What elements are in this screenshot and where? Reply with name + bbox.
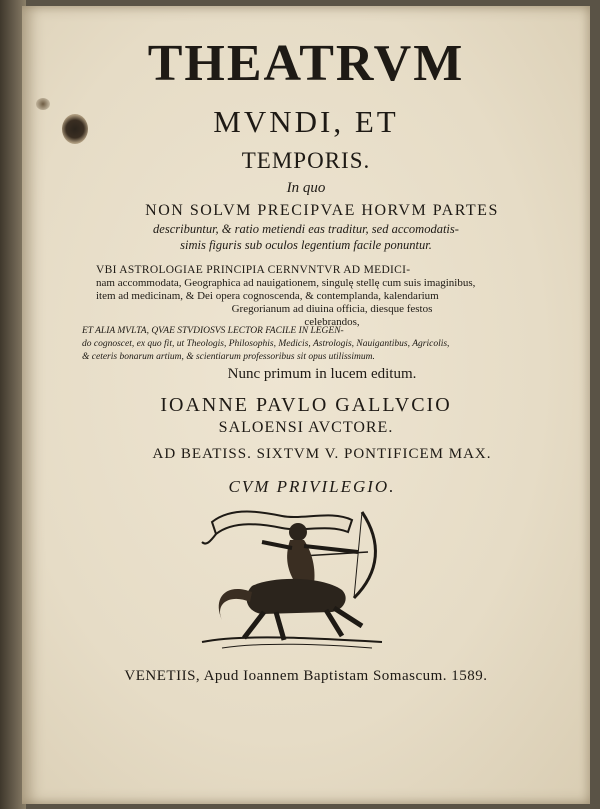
- title-line-2: MVNDI, ET: [213, 104, 399, 139]
- title-page: [22, 6, 590, 804]
- subtitle-line-1: NON SOLVM PRECIPVAE HORVM PARTES: [145, 202, 499, 219]
- nunc-primum: Nunc primum in lucem editum.: [227, 366, 417, 382]
- author-name: IOANNE PAVLO GALLVCIO: [160, 394, 452, 416]
- astrology-line-1: VBI ASTROLOGIAE PRINCIPIA CERNVNTVR AD MEDICI-: [96, 264, 411, 276]
- in-quo: In quo: [286, 180, 326, 196]
- title-line-3: TEMPORIS.: [241, 148, 371, 173]
- subtitle-line-2: describuntur, & ratio metiendi eas traditur, sed accomodatis-: [153, 222, 459, 236]
- alia-line-1: ET ALIA MVLTA, QVAE STVDIOSVS LECTOR FACILE IN LEGEN-: [82, 326, 344, 336]
- alia-line-3: & ceteris bonarum artium, & scientiarum professoribus sit opus utilissimum.: [82, 352, 375, 362]
- title-line-1: THEATRVM: [147, 35, 465, 92]
- astrology-line-4: Gregorianum ad diuina officia, diesque festos celebrandos,: [231, 303, 433, 328]
- centaur-archer-woodcut-icon: [192, 502, 392, 652]
- alia-line-2: do cognoscet, ex quo fit, ut Theologis, Philosophis, Medicis, Astrologis, Nauigantibus, Agricolis,: [82, 339, 450, 349]
- imprint: VENETIIS, Apud Ioannem Baptistam Somascum. 1589.: [124, 668, 488, 684]
- subtitle-line-3: simis figuris sub oculos legentium facile ponuntur.: [180, 238, 432, 252]
- astrology-line-2: nam accommodata, Geographica ad nauigationem, singulę stellę cum suis imaginibus,: [96, 277, 476, 289]
- astrology-line-3: item ad medicinam, & Dei opera cognoscenda, & contemplanda, kalendarium: [96, 290, 439, 302]
- privilege: CVM PRIVILEGIO.: [228, 477, 396, 496]
- author-origin: SALOENSI AVCTORE.: [218, 419, 394, 436]
- dedication: AD BEATISS. SIXTVM V. PONTIFICEM MAX.: [152, 446, 492, 462]
